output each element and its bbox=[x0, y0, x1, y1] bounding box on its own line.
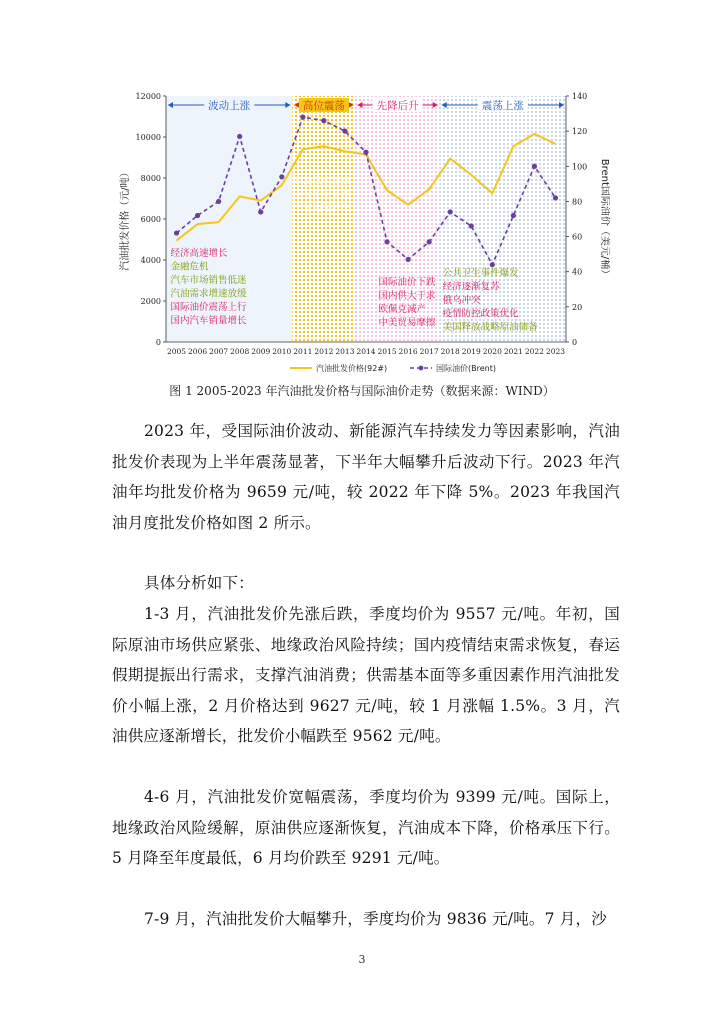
brent-point bbox=[384, 239, 389, 244]
x-tick-label: 2012 bbox=[314, 347, 334, 356]
x-tick-label: 2008 bbox=[230, 347, 250, 356]
brent-point bbox=[195, 213, 200, 218]
brent-point bbox=[406, 257, 411, 262]
right-axis-title: Brent国际油价（美元/桶） bbox=[599, 158, 610, 280]
brent-point bbox=[237, 134, 242, 139]
annotation-text: 中东地缘冲突 bbox=[293, 203, 351, 214]
paragraph-1: 2023 年，受国际油价波动、新能源汽车持续发力等因素影响，汽油批发价表现为上半年震荡显著，下半年大幅攀升后波动下行。2023 年汽油年均批发价格为 9659 元/吨，较 2022 年下降 5%。2023 年我国汽油月度批发价格如图 2 所示。 bbox=[112, 422, 620, 532]
x-tick-label: 2014 bbox=[356, 347, 376, 356]
annotation-text: 欧佩克减产 bbox=[378, 304, 427, 315]
left-axis-title: 汽油批发价格（元/吨） bbox=[120, 167, 131, 271]
annotation-text: 国际油价震荡上行 bbox=[170, 302, 247, 313]
brent-point bbox=[258, 209, 263, 214]
x-tick-label: 2011 bbox=[293, 347, 313, 356]
right-tick-label: 120 bbox=[572, 127, 588, 137]
x-tick-label: 2018 bbox=[440, 347, 460, 356]
annotation-text: 俄乌冲突 bbox=[442, 295, 481, 306]
paragraph-5: 7-9 月，汽油批发价大幅攀升，季度均价为 9836 元/吨。7 月，沙 bbox=[144, 910, 607, 928]
brent-point bbox=[279, 174, 284, 179]
brent-point bbox=[363, 150, 368, 155]
legend-marker-brent bbox=[419, 366, 424, 371]
left-tick-label: 6000 bbox=[140, 215, 161, 224]
left-tick-label: 10000 bbox=[135, 133, 161, 142]
annotation-text: 美元汇率下跌 bbox=[293, 189, 351, 201]
annotation-text: 金融危机 bbox=[170, 261, 209, 273]
x-tick-label: 2021 bbox=[503, 347, 523, 356]
brent-point bbox=[216, 199, 221, 204]
brent-point bbox=[532, 164, 537, 169]
phase-label: 震荡上涨 bbox=[481, 100, 524, 112]
x-tick-label: 2010 bbox=[272, 347, 292, 356]
right-tick-label: 140 bbox=[572, 92, 588, 101]
brent-point bbox=[300, 114, 305, 119]
annotation-text: 疫情防控政策优化 bbox=[442, 308, 519, 320]
annotation-text: 经济逐渐复苏 bbox=[442, 281, 500, 293]
phase-label: 先降后升 bbox=[376, 100, 419, 112]
legend-label-brent: 国际油价(Brent) bbox=[436, 364, 496, 373]
annotation-text: 国内汽车销量增长 bbox=[170, 315, 247, 327]
annotation-text: 公共卫生事件爆发 bbox=[442, 268, 519, 279]
x-tick-label: 2016 bbox=[398, 347, 418, 356]
right-tick-label: 60 bbox=[572, 232, 583, 242]
paragraph-2: 具体分析如下： bbox=[144, 574, 254, 592]
x-tick-label: 2007 bbox=[209, 347, 229, 356]
x-tick-label: 2019 bbox=[461, 347, 481, 356]
brent-point bbox=[490, 262, 495, 267]
right-tick-label: 40 bbox=[572, 267, 583, 277]
x-tick-label: 2020 bbox=[482, 347, 502, 356]
x-tick-label: 2023 bbox=[545, 347, 566, 356]
annotation-text: 汽油需求增速放缓 bbox=[170, 288, 247, 300]
brent-point bbox=[174, 230, 179, 235]
x-tick-label: 2009 bbox=[251, 347, 271, 356]
phase-label: 高位震荡 bbox=[302, 100, 345, 112]
x-tick-label: 2015 bbox=[377, 347, 397, 356]
paragraph-4: 4-6 月，汽油批发价宽幅震荡，季度均价为 9399 元/吨。国际上，地缘政治风险缓解，原油供应逐渐恢复，汽油成本下降，价格承压下行。5 月降至年度最低，6 月均价跌至 9291 元/吨。 bbox=[112, 788, 620, 867]
right-tick-label: 80 bbox=[572, 197, 583, 207]
paragraph-3: 1-3 月，汽油批发价先涨后跌，季度均价为 9557 元/吨。年初，国际原油市场供应紧张、地缘政治风险持续；国内疫情结束需求恢复，春运假期提振出行需求，支撑汽油消费；供需基本面等多重因素作用汽油批发价小幅上涨，2 月价格达到 9627 元/吨，较 1 月涨幅 1.5%。3 月，汽油供应逐渐增长，批发价小幅跌至 9562 元/吨。 bbox=[112, 605, 620, 745]
right-tick-label: 20 bbox=[572, 302, 583, 312]
left-tick-label: 12000 bbox=[135, 92, 161, 101]
x-tick-label: 2005 bbox=[166, 347, 187, 356]
left-tick-label: 4000 bbox=[140, 256, 161, 265]
figure-caption: 图 1 2005-2023 年汽油批发价格与国际油价走势（数据来源：WIND） bbox=[169, 384, 555, 398]
right-tick-label: 100 bbox=[572, 162, 588, 172]
annotation-text: 国内供大于求 bbox=[378, 290, 436, 302]
oil-price-chart bbox=[110, 86, 610, 376]
x-tick-label: 2017 bbox=[419, 347, 439, 356]
brent-point bbox=[427, 239, 432, 244]
brent-point bbox=[448, 209, 453, 214]
left-tick-label: 0 bbox=[155, 338, 161, 347]
page-number: 3 bbox=[358, 953, 366, 966]
legend-label-gasoline: 汽油批发价格(92#) bbox=[316, 364, 388, 373]
annotation-text: 中美贸易摩擦 bbox=[378, 317, 436, 329]
x-tick-label: 2013 bbox=[335, 347, 355, 356]
annotation-text: 原油供应短缺 bbox=[293, 176, 351, 187]
x-tick-label: 2006 bbox=[188, 347, 208, 356]
brent-point bbox=[553, 195, 558, 200]
annotation-text: 汽车市场销售低迷 bbox=[170, 275, 247, 286]
brent-point bbox=[469, 223, 474, 228]
left-tick-label: 8000 bbox=[140, 174, 161, 183]
brent-point bbox=[342, 129, 347, 134]
phase-label: 波动上涨 bbox=[208, 100, 251, 112]
brent-point bbox=[511, 213, 516, 218]
right-tick-label: 0 bbox=[572, 338, 578, 347]
annotation-text: 经济高速增长 bbox=[170, 248, 228, 259]
annotation-text: 国际油价下跌 bbox=[378, 277, 436, 288]
left-tick-label: 2000 bbox=[140, 297, 161, 306]
brent-point bbox=[321, 118, 326, 123]
x-tick-label: 2022 bbox=[524, 347, 544, 356]
annotation-text: 美国释放战略原油储备 bbox=[442, 322, 538, 333]
